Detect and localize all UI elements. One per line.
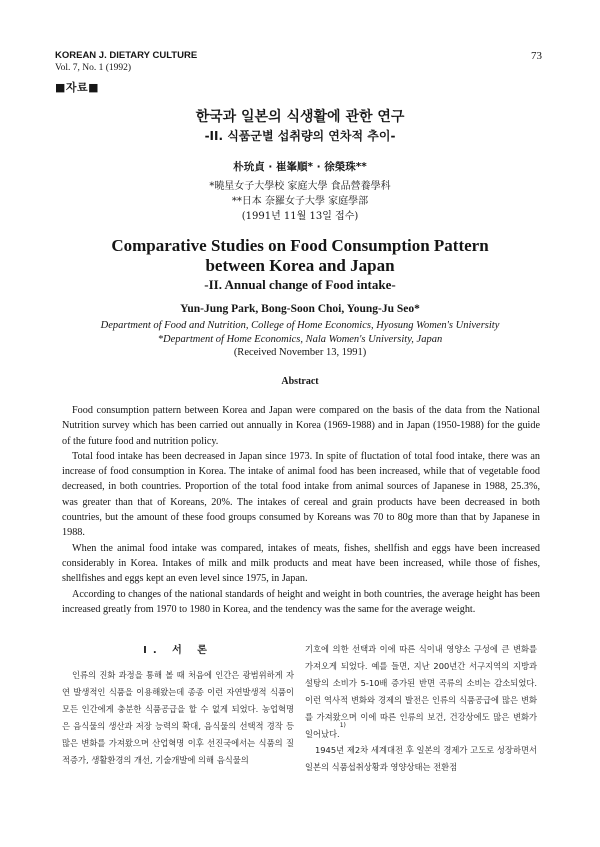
page-number: 73 bbox=[531, 50, 542, 62]
korean-affiliation-1: *曉星女子大學校 家庭大學 食品營養學科 bbox=[209, 181, 391, 192]
abstract-paragraph-2: Total food intake has been decreased in Japan since 1973. In spite of fluctation of total food intake, there was an increase of food consumption in Korea. The intake of animal food has been increased, while that of vegetable food decreased, in both countries. Proportion of the total food intake from animal sources of Japanese in 1988, 25.3%, was greater than that of Koreans, 20%. The intakes of cereal and grain products have been decreased in both countries, but the amount of these food groups consumed by Koreans was 70 to 80g more than that by Japanese in 1988. bbox=[62, 450, 540, 539]
english-subtitle: -II. Annual change of Food intake- bbox=[204, 277, 396, 292]
section-tag: ■자료■ bbox=[55, 81, 100, 94]
english-affiliation-2: *Department of Home Economics, Nala Women's University, Japan bbox=[157, 334, 443, 345]
reference-marker: 1) bbox=[339, 721, 346, 729]
abstract-paragraph-4: According to changes of the national standards of height and weight in both countries, the average height has been increased greatly from 1970 to 1980 in Korea, and the tendency was the same for the average weight. bbox=[62, 588, 540, 615]
body-paragraph-left: 인류의 진화 과정을 통해 볼 때 처음에 인간은 광범위하게 자연 발생적인 식품을 이용해왔는데 종종 이런 자연발생적 식품이 모든 인간에게 충분한 식품공급을 할 수 없게 되었다. 농업혁명은 음식물의 생산과 저장 능력의 확대, 음식물의 선택적 경작 등 많은 변화를 가져왔으며 산업혁명 이후 선진국에서는 식품의 질적증가, 생활환경의 개선, 기술개발에 의해 음식물의 bbox=[62, 670, 294, 765]
journal-volume: Vol. 7, No. 1 (1992) bbox=[55, 63, 132, 73]
korean-subtitle: -II. 식품군별 섭취량의 연차적 추이- bbox=[204, 129, 396, 143]
body-paragraph-right-1 bbox=[305, 641, 537, 742]
english-affiliation-1: Department of Food and Nutrition, College of Home Economics, Hyosung Women's University bbox=[100, 320, 500, 331]
english-received-date: (Received November 13, 1991) bbox=[233, 347, 367, 358]
korean-authors: 朴玧貞 · 崔峯順* · 徐榮珠** bbox=[233, 161, 367, 173]
korean-received-date: (1991년 11월 13일 접수) bbox=[241, 211, 359, 222]
body-column-right bbox=[305, 641, 537, 776]
body-column-left bbox=[62, 640, 294, 768]
english-title-line-1: Comparative Studies on Food Consumption Pattern bbox=[111, 236, 489, 255]
journal-header bbox=[55, 50, 197, 74]
english-authors: Yun-Jung Park, Bong-Soon Choi, Young-Ju Seo* bbox=[180, 303, 420, 315]
korean-affiliation-2: **日本 奈羅女子大學 家庭學部 bbox=[231, 196, 369, 207]
journal-name: KOREAN J. DIETARY CULTURE bbox=[55, 50, 198, 61]
korean-title: 한국과 일본의 식생활에 관한 연구 bbox=[195, 109, 405, 125]
abstract-paragraph-1: Food consumption pattern between Korea and Japan were compared on the basis of the data from the National Nutrition survey which has been carried out annually in Korea (1969-1988) and in Japan (1950-1988) for the guide of the future food and nutrition policy. bbox=[62, 405, 540, 447]
body-paragraph-right-1-text: 기호에 의한 선택과 이에 따른 식이내 영양소 구성에 큰 변화를 가져오게 되었다. 예를 들면, 지난 200년간 서구지역의 지방과 설탕의 소비가 5-10배 증가된 반면 곡류의 소비는 감소되었다. 이런 역사적 변화와 경제의 발전은 인류의 식품공급에 많은 변화를 가져왔으며 이에 따른 인류의 보건, 건강상에도 많은 변화가 일어났다. bbox=[305, 644, 537, 739]
abstract-paragraph-3: When the animal food intake was compared, intakes of meats, fishes, shellfish and eggs have been increased considerably in Korea. Intakes of milk and milk products and meat have been increased, while those of fishes, shellfishes and eggs kept an even level since 1975, in Japan. bbox=[62, 542, 540, 585]
body-paragraph-right-2: 1945년 제2차 세계대전 후 일본의 경제가 고도로 성장하면서 일본의 식품섭취상황과 영양상태는 전환점 bbox=[305, 745, 537, 773]
abstract-heading: Abstract bbox=[281, 376, 319, 387]
english-title-line-2: between Korea and Japan bbox=[205, 256, 395, 275]
section-heading-introduction: I. 서 론 bbox=[143, 645, 213, 656]
abstract-body bbox=[62, 403, 540, 617]
